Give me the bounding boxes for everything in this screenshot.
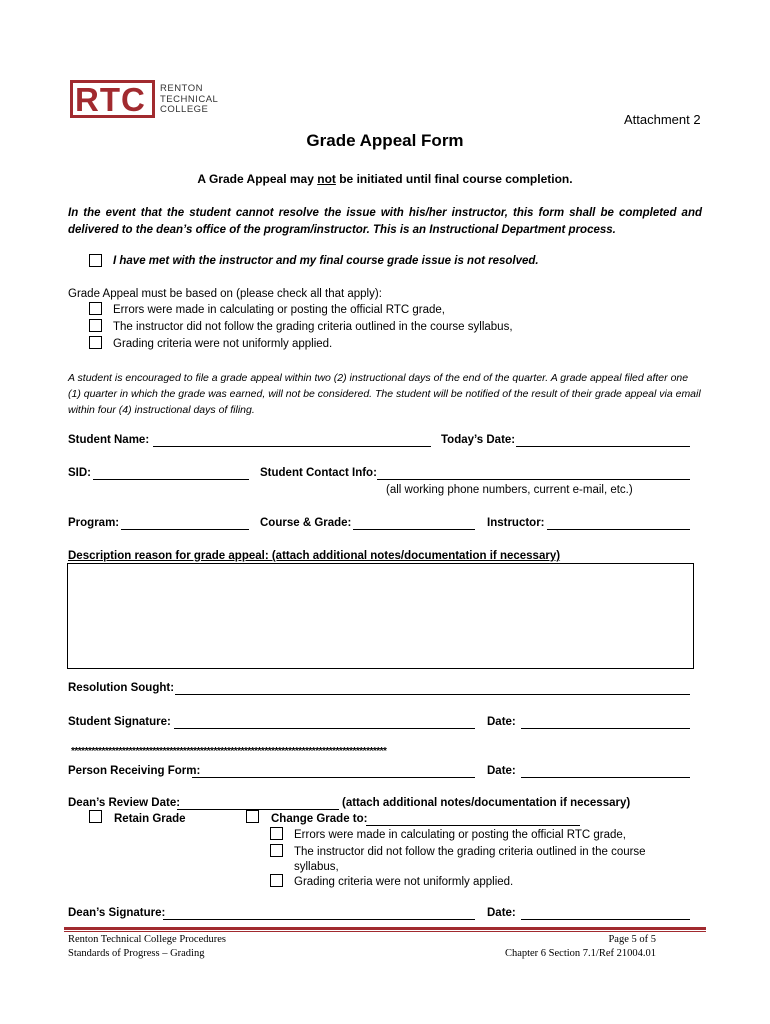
- instructor-field[interactable]: [547, 517, 690, 530]
- student-name-field[interactable]: [153, 434, 431, 447]
- change-grade-field[interactable]: [366, 813, 580, 826]
- attachment-label: Attachment 2: [624, 112, 701, 127]
- person-receiving-label: Person Receiving Form:: [68, 765, 201, 777]
- separator: *********************************************************************************************: [71, 746, 387, 757]
- policy-text: A student is encouraged to file a grade appeal within two (2) instructional days of the end of the quarter. A grade appeal filed after one (1) quarter in which the grade was earned, will not be considered. The student will be notified of the result of their grade appeal via email within four (4) instructional days of filing.: [68, 372, 701, 416]
- logo-line-3: COLLEGE: [160, 104, 209, 115]
- course-grade-label: Course & Grade:: [260, 517, 352, 529]
- student-date-field[interactable]: [521, 716, 690, 729]
- deans-review-date-label: Dean’s Review Date:: [68, 797, 181, 809]
- notice-pre: A Grade Appeal may: [197, 172, 318, 186]
- todays-date-label: Today’s Date:: [441, 434, 516, 446]
- todays-date-field[interactable]: [516, 434, 690, 447]
- dean-option-checkbox-2[interactable]: [270, 844, 283, 857]
- deans-review-date-field[interactable]: [177, 797, 339, 810]
- change-grade-checkbox[interactable]: [246, 810, 259, 823]
- dean-date-field[interactable]: [521, 907, 690, 920]
- retain-grade-label: Retain Grade: [114, 813, 186, 825]
- dean-option-1: Errors were made in calculating or posting the official RTC grade,: [294, 829, 626, 841]
- logo-text: [160, 84, 218, 116]
- resolution-field[interactable]: [175, 682, 690, 695]
- sid-label: SID:: [68, 467, 91, 479]
- rtc-logo: [70, 80, 155, 118]
- page-title: Grade Appeal Form: [306, 131, 464, 150]
- contact-label: Student Contact Info:: [260, 467, 377, 479]
- logo-line-1: RENTON: [160, 83, 203, 94]
- dean-option-checkbox-3[interactable]: [270, 874, 283, 887]
- footer-right-1: Page 5 of 5: [608, 934, 656, 945]
- dean-option-2: The instructor did not follow the grading criteria outlined in the course: [294, 846, 646, 858]
- deans-signature-field[interactable]: [163, 907, 475, 920]
- contact-field[interactable]: [377, 467, 690, 480]
- dean-date-label: Date:: [487, 907, 516, 919]
- deans-signature-label: Dean’s Signature:: [68, 907, 166, 919]
- basis-label: Grade Appeal must be based on (please check all that apply):: [68, 288, 382, 300]
- basis-checkbox-2[interactable]: [89, 319, 102, 332]
- logo-mark: RTC: [75, 81, 146, 118]
- dean-option-checkbox-1[interactable]: [270, 827, 283, 840]
- basis-option-3: Grading criteria were not uniformly applied.: [113, 338, 333, 350]
- footer-left-2: Standards of Progress – Grading: [68, 948, 205, 959]
- footer-right-2: Chapter 6 Section 7.1/Ref 21004.01: [504, 948, 656, 959]
- person-receiving-field[interactable]: [192, 765, 475, 778]
- receiving-date-label: Date:: [487, 765, 516, 777]
- basis-checkbox-3[interactable]: [89, 336, 102, 349]
- intro-text: In the event that the student cannot resolve the issue with his/her instructor, this form shall be completed and delivered to the dean’s office of the program/instructor. This is an Instructional Department process.: [68, 207, 702, 236]
- dean-option-2-cont: syllabus,: [294, 861, 339, 873]
- footer-rule-thin: [64, 931, 706, 932]
- basis-option-1: Errors were made in calculating or posting the official RTC grade,: [113, 304, 445, 316]
- footer-left-1: Renton Technical College Procedures: [68, 934, 226, 945]
- description-label: Description reason for grade appeal: (attach additional notes/documentation if necessary): [68, 550, 561, 562]
- met-instructor-label: I have met with the instructor and my final course grade issue is not resolved.: [113, 255, 539, 267]
- basis-checkbox-1[interactable]: [89, 302, 102, 315]
- attach-note: (attach additional notes/documentation if necessary): [342, 797, 631, 809]
- change-grade-label: Change Grade to:: [271, 813, 368, 825]
- student-signature-field[interactable]: [174, 716, 475, 729]
- instructor-label: Instructor:: [487, 517, 545, 529]
- resolution-label: Resolution Sought:: [68, 682, 175, 694]
- retain-grade-checkbox[interactable]: [89, 810, 102, 823]
- student-date-label: Date:: [487, 716, 516, 728]
- notice-emph: not: [317, 172, 336, 186]
- program-label: Program:: [68, 517, 120, 529]
- basis-option-2: The instructor did not follow the grading criteria outlined in the course syllabus,: [113, 321, 513, 333]
- receiving-date-field[interactable]: [521, 765, 690, 778]
- course-grade-field[interactable]: [353, 517, 475, 530]
- logo-line-2: TECHNICAL: [160, 93, 219, 105]
- program-field[interactable]: [121, 517, 249, 530]
- student-signature-label: Student Signature:: [68, 716, 171, 728]
- notice-post: be initiated until final course completion.: [335, 172, 573, 186]
- sid-field[interactable]: [93, 467, 249, 480]
- student-name-label: Student Name:: [68, 434, 150, 446]
- description-box[interactable]: [67, 563, 694, 669]
- notice: [0, 172, 770, 186]
- contact-note: (all working phone numbers, current e-mail, etc.): [386, 484, 633, 496]
- dean-option-3: Grading criteria were not uniformly applied.: [294, 876, 514, 888]
- footer-rule: [64, 927, 706, 930]
- met-instructor-checkbox[interactable]: [89, 254, 102, 267]
